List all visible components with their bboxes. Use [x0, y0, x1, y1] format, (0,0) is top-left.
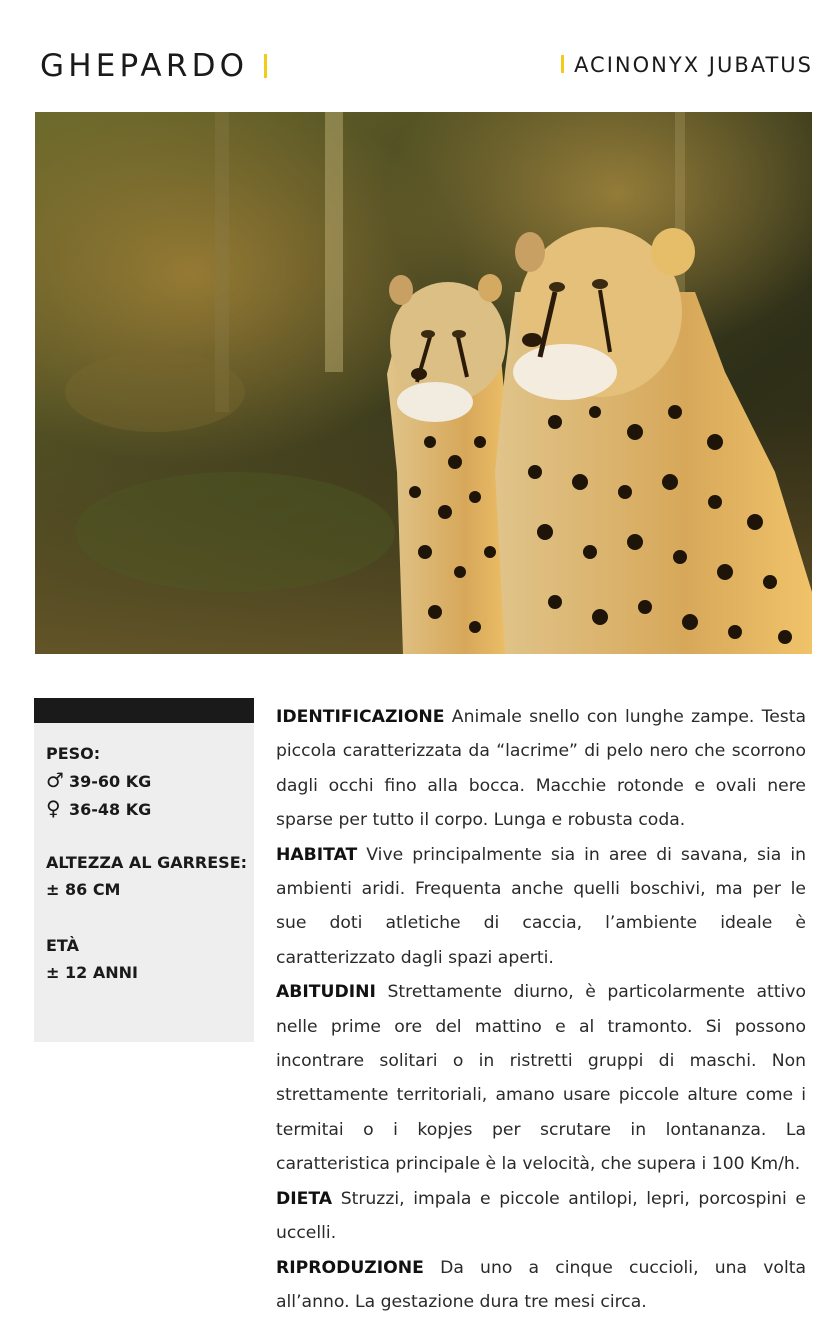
section-heading: HABITAT — [276, 844, 358, 865]
accent-bar — [561, 55, 564, 73]
height-value: ± 86 CM — [46, 880, 121, 899]
height-stat — [46, 849, 247, 903]
male-weight: ♂ 39-60 KG — [46, 768, 152, 792]
description-text — [276, 700, 806, 1319]
scientific-name-block — [561, 53, 813, 77]
scientific-name: ACINONYX JUBATUS — [574, 53, 813, 77]
cheetah-illustration — [35, 112, 812, 654]
weight-stat — [46, 740, 151, 823]
section-heading: ABITUDINI — [276, 982, 376, 1003]
section-dieta — [276, 1182, 806, 1251]
section-heading: DIETA — [276, 1188, 333, 1209]
section-habitat — [276, 838, 806, 976]
section-body: Struzzi, impala e piccole antilopi, lepri, porcospini e uccelli. — [276, 1188, 806, 1244]
section-heading: RIPRODUZIONE — [276, 1257, 424, 1278]
section-body: Animale snello con lunghe zampe. Testa piccola caratterizzata da “lacrime” di pelo nero che scorrono dagli occhi fino alla bocca. Macchie rotonde e ovali nere sparse per tutto il corpo. Lunga e robusta coda. — [276, 707, 806, 831]
section-abitudini — [276, 975, 806, 1181]
section-riproduzione — [276, 1251, 806, 1320]
age-label: ETÀ — [46, 936, 79, 955]
female-weight: ♀ 36-48 KG — [46, 796, 152, 820]
sidebar-header-bar — [34, 698, 254, 723]
section-body: Da uno a cinque cuccioli, una volta all’anno. La gestazione dura tre mesi circa. — [276, 1257, 806, 1312]
accent-bar — [264, 54, 267, 78]
section-body: Vive principalmente sia in aree di savana, sia in ambienti aridi. Frequenta anche quelli boschivi, ma per le sue doti atletiche di caccia, l’ambiente ideale è caratterizzato dagli spazi aperti. — [276, 844, 806, 968]
age-value: ± 12 ANNI — [46, 963, 138, 982]
male-icon: ♂ — [46, 768, 64, 792]
weight-label: PESO: — [46, 744, 101, 763]
page-title — [40, 48, 267, 84]
stats-sidebar — [34, 698, 254, 1042]
cheetah-photo — [35, 112, 812, 654]
section-body: Strettamente diurno, è particolarmente attivo nelle prime ore del mattino e al tramonto. Si possono incontrare solitari o in ristretti gruppi di maschi. Non strettamente territoriali, amano usare piccole alture come i termitai o i kopjes per scrutare in lontananza. La caratteristica principale è la velocità, che supera i 100 Km/h. — [276, 982, 806, 1175]
age-stat — [46, 932, 138, 986]
female-icon: ♀ — [46, 796, 61, 820]
common-name: GHEPARDO — [40, 48, 249, 84]
section-heading: IDENTIFICAZIONE — [276, 707, 445, 727]
section-identificazione — [276, 700, 806, 838]
height-label: ALTEZZA AL GARRESE: — [46, 853, 248, 872]
